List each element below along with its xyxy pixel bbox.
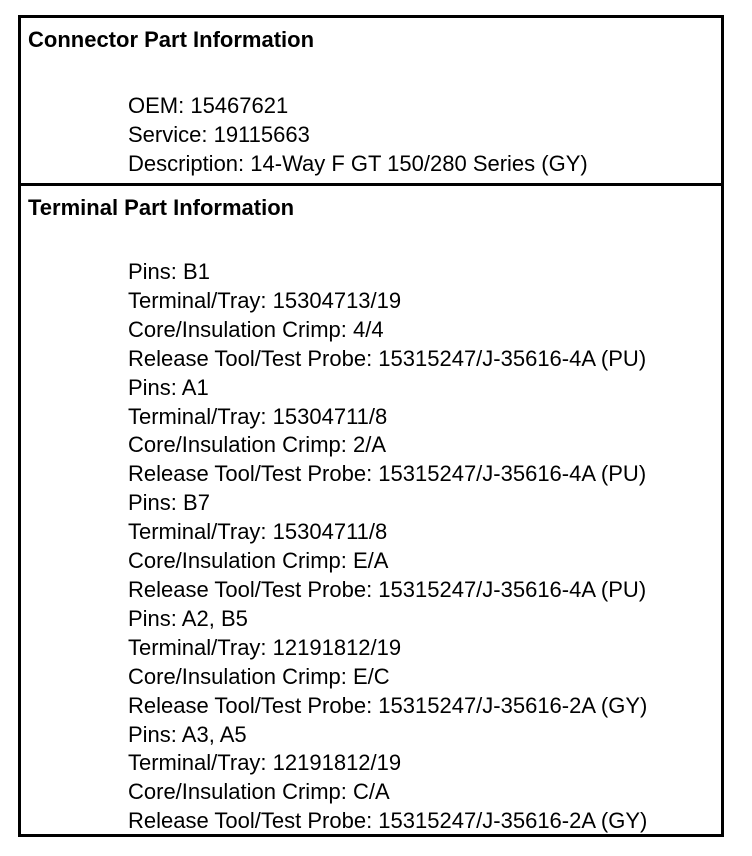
service-line: Service: 19115663	[128, 121, 310, 147]
pins-line: Pins: B7	[128, 490, 210, 516]
oem-line: OEM: 15467621	[128, 93, 289, 118]
crimp-line: Core/Insulation Crimp: 2/A	[128, 432, 386, 458]
terminal-tray-line: Terminal/Tray: 15304713/19	[128, 287, 402, 313]
pins-line: Pins: A2, B5	[128, 605, 248, 631]
part-information-table	[18, 15, 724, 837]
release-tool-line: Release Tool/Test Probe: 15315247/J-35616-4A (PU)	[128, 461, 647, 487]
terminal-details	[128, 258, 647, 836]
release-tool-line: Release Tool/Test Probe: 15315247/J-35616-4A (PU)	[128, 345, 647, 371]
terminal-heading: Terminal Part Information	[28, 195, 295, 220]
crimp-line: Core/Insulation Crimp: 4/4	[128, 316, 384, 342]
terminal-tray-line: Terminal/Tray: 12191812/19	[128, 634, 402, 660]
crimp-line: Core/Insulation Crimp: E/C	[128, 663, 390, 689]
description-line: Description: 14-Way F GT 150/280 Series (GY)	[128, 150, 588, 176]
release-tool-line: Release Tool/Test Probe: 15315247/J-35616-2A (GY)	[128, 692, 648, 718]
pins-line: Pins: B1	[128, 259, 210, 284]
crimp-line: Core/Insulation Crimp: C/A	[128, 779, 390, 805]
connector-details	[128, 92, 588, 179]
terminal-tray-line: Terminal/Tray: 15304711/8	[128, 519, 388, 545]
pins-line: Pins: A3, A5	[128, 721, 247, 747]
connector-section	[21, 18, 721, 186]
release-tool-line: Release Tool/Test Probe: 15315247/J-35616-2A (GY)	[128, 808, 648, 834]
terminal-tray-line: Terminal/Tray: 15304711/8	[128, 403, 388, 429]
crimp-line: Core/Insulation Crimp: E/A	[128, 548, 389, 574]
connector-heading: Connector Part Information	[28, 27, 315, 52]
terminal-tray-line: Terminal/Tray: 12191812/19	[128, 750, 402, 776]
terminal-section	[21, 186, 721, 834]
release-tool-line: Release Tool/Test Probe: 15315247/J-35616-4A (PU)	[128, 576, 647, 602]
pins-line: Pins: A1	[128, 374, 209, 400]
